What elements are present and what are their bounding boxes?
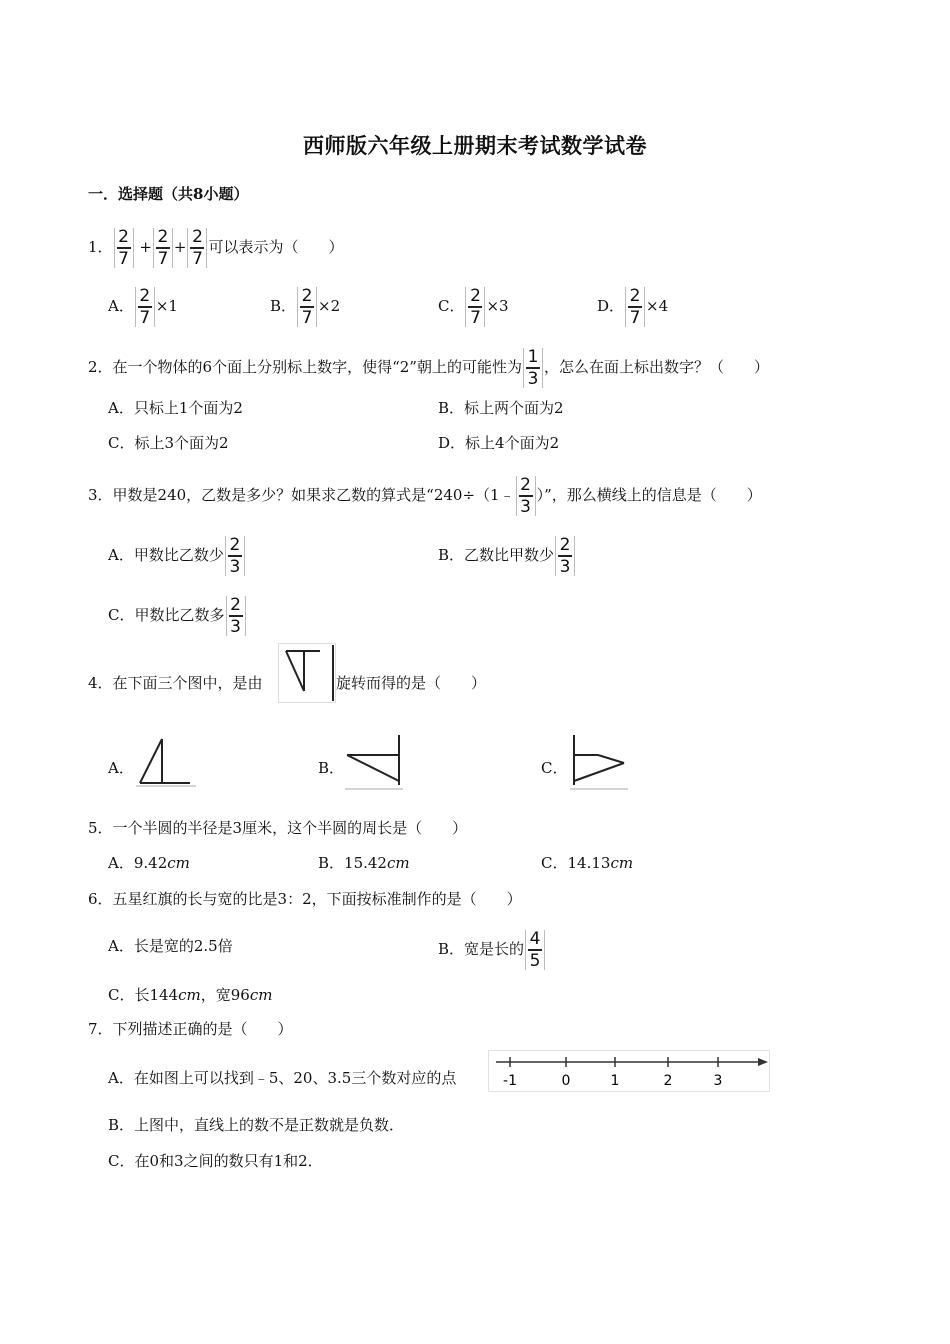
q6-option-a[interactable]: A．长是宽的2.5倍 <box>108 937 233 955</box>
q3-option-b[interactable]: B．乙数比甲数少 $\frac{2}{3}$ <box>438 536 576 576</box>
q7-option-c[interactable]: C．在0和3之间的数只有1和2． <box>108 1152 323 1170</box>
question-1: 1． $\frac{2}{7}$ + $\frac{2}{7}$ + $\frac{2}{7}$ 可以表示为（ ） <box>88 227 344 269</box>
q4-option-c-label[interactable]: C． <box>541 759 568 777</box>
fraction: $\frac{2}{7}$ <box>114 228 134 268</box>
section-heading: 一．选择题（共8小题） <box>88 185 249 203</box>
q4-option-a-figure[interactable] <box>134 733 198 789</box>
question-4-part-a: 4．在下面三个图中，是由 <box>88 674 263 692</box>
question-stem: 可以表示为（ ） <box>208 237 344 256</box>
q1-option-b[interactable]: B． $\frac{2}{7}$ ×2 <box>270 286 341 328</box>
q2-option-b[interactable]: B．标上两个面为2 <box>438 399 564 417</box>
q4-option-c-figure[interactable] <box>568 733 630 791</box>
question-2: 2．在一个物体的6个面上分别标上数字，使得“2”朝上的可能性为 $\frac{1}{3}$ ，怎么在面上标出数字？（ ） <box>88 347 769 389</box>
fraction: $\frac{2}{7}$ <box>187 228 207 268</box>
question-3: 3．甲数是240，乙数是多少？如果求乙数的算式是“240÷（1﹣ $\frac{2}{3}$ ）”，那么横线上的信息是（ ） <box>88 475 762 517</box>
number-line-tick-label: 2 <box>663 1073 673 1089</box>
source-shape-figure <box>278 643 336 703</box>
q1-option-a[interactable]: A． $\frac{2}{7}$ ×1 <box>108 286 178 328</box>
q7-option-b[interactable]: B．上图中，直线上的数不是正数就是负数． <box>108 1116 405 1134</box>
number-line-figure <box>488 1050 770 1092</box>
q7-option-a[interactable]: A．在如图上可以找到﹣5、20、3.5三个数对应的点 <box>108 1069 457 1087</box>
number-line-tick-label: 0 <box>561 1073 571 1089</box>
q5-option-a[interactable]: A．9.42cm <box>108 854 190 872</box>
number-line-tick-label: 3 <box>713 1073 723 1089</box>
number-line-tick-label: 1 <box>610 1073 620 1089</box>
q2-option-c[interactable]: C．标上3个面为2 <box>108 434 229 452</box>
q6-option-b[interactable]: B．宽是长的 $\frac{4}{5}$ <box>438 930 546 970</box>
question-5: 5．一个半圆的半径是3厘米，这个半圆的周长是（ ） <box>88 819 468 837</box>
q1-option-c[interactable]: C． $\frac{2}{7}$ ×3 <box>438 286 509 328</box>
q4-option-b-figure[interactable] <box>343 733 405 791</box>
question-number: 1． <box>88 237 113 256</box>
q6-option-c[interactable]: C．长144cm，宽96cm <box>108 986 273 1004</box>
fraction: $\frac{2}{7}$ <box>153 228 173 268</box>
q2-option-a[interactable]: A．只标上1个面为2 <box>108 399 243 417</box>
q1-option-d[interactable]: D． $\frac{2}{7}$ ×4 <box>597 286 669 328</box>
question-7: 7．下列描述正确的是（ ） <box>88 1020 293 1038</box>
q3-option-a[interactable]: A．甲数比乙数少 $\frac{2}{3}$ <box>108 536 246 576</box>
q5-option-c[interactable]: C．14.13cm <box>541 854 634 872</box>
q5-option-b[interactable]: B．15.42cm <box>318 854 410 872</box>
question-6: 6．五星红旗的长与宽的比是3：2，下面按标准制作的是（ ） <box>88 890 522 908</box>
q4-option-a-label[interactable]: A． <box>108 759 134 777</box>
q2-option-d[interactable]: D．标上4个面为2 <box>438 434 560 452</box>
q3-option-c[interactable]: C．甲数比乙数多 $\frac{2}{3}$ <box>108 596 247 636</box>
question-4-part-b: 旋转而得的是（ ） <box>336 674 487 692</box>
page-title: 西师版六年级上册期末考试数学试卷 <box>303 133 647 158</box>
number-line-tick-label: -1 <box>503 1073 517 1089</box>
q4-option-b-label[interactable]: B． <box>318 759 345 777</box>
